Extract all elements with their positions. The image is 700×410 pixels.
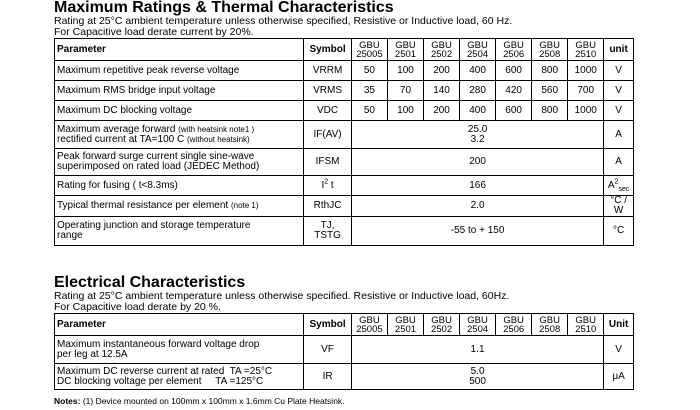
footnote: Notes: (1) Device mounted on 100mm x 100mm x 1.6mm Cu Plate Heatsink. (54, 396, 345, 406)
symbol-cell: IFSM (304, 149, 352, 176)
param-cell: Maximum repetitive peak reverse voltage (55, 61, 304, 81)
value-cell: 100 (387, 101, 423, 121)
symbol-cell: VRMS (304, 81, 352, 101)
value-cell: 560 (532, 81, 568, 101)
param-cell: Maximum DC blocking voltage (55, 101, 304, 121)
value-cell: 140 (424, 81, 460, 101)
table-row (55, 101, 634, 121)
symbol-cell: IR (304, 364, 352, 390)
header-device: GBU 2501 (387, 39, 423, 61)
symbol-cell: RthJC (304, 196, 352, 217)
value-cell: 200 (424, 61, 460, 81)
value-cell: -55 to + 150 (351, 217, 603, 246)
value-cell: 600 (496, 61, 532, 81)
unit-cell: °C / W (604, 196, 634, 217)
header-device: GBU 2510 (568, 314, 604, 336)
param-cell: Maximum average forward (with heatsink note1 ) rectified current at TA=100 C (without heatsink) (55, 121, 304, 149)
param-cell: Maximum instantaneous forward voltage drop per leg at 12.5A (55, 336, 304, 364)
header-parameter: Parameter (55, 39, 304, 61)
table-row (55, 336, 634, 364)
param-cell: Typical thermal resistance per element (note 1) (55, 196, 304, 217)
unit-cell: V (604, 336, 634, 364)
section-electrical (54, 275, 509, 313)
value-cell: 400 (460, 101, 496, 121)
value-cell: 1000 (568, 101, 604, 121)
value-cell: 100 (387, 61, 423, 81)
header-symbol: Symbol (304, 39, 352, 61)
unit-cell: V (604, 81, 634, 101)
value-cell: 25.0 3.2 (351, 121, 603, 149)
value-cell: 50 (351, 101, 387, 121)
symbol-cell: TJ, TSTG (304, 217, 352, 246)
value-cell: 200 (351, 149, 603, 176)
unit-cell: A (604, 149, 634, 176)
value-cell: 700 (568, 81, 604, 101)
header-device: GBU 2508 (532, 39, 568, 61)
value-cell: 70 (387, 81, 423, 101)
unit-cell: V (604, 101, 634, 121)
table-row (55, 149, 634, 176)
value-cell: 800 (532, 101, 568, 121)
section-max-ratings (54, 0, 512, 38)
header-device: GBU 2504 (460, 314, 496, 336)
param-cell: Maximum DC reverse current at rated TA =25°C DC blocking voltage per element TA =125°C (55, 364, 304, 390)
table-header-row (55, 314, 634, 336)
section-title: Maximum Ratings & Thermal Characteristics (54, 0, 394, 16)
table-row (55, 217, 634, 246)
header-device: GBU 2502 (424, 314, 460, 336)
table-header-row (55, 39, 634, 61)
unit-cell: A (604, 121, 634, 149)
section-title: Electrical Characteristics (54, 274, 246, 291)
header-unit: unit (604, 39, 634, 61)
value-cell: 200 (424, 101, 460, 121)
electrical-table (54, 313, 634, 390)
value-cell: 1.1 (351, 336, 603, 364)
header-device: GBU 25005 (351, 39, 387, 61)
value-cell: 420 (496, 81, 532, 101)
table-row (55, 61, 634, 81)
table-row (55, 364, 634, 390)
param-cell: Maximum RMS bridge input voltage (55, 81, 304, 101)
header-device: GBU 2501 (387, 314, 423, 336)
table-row (55, 81, 634, 101)
table-row (55, 121, 634, 149)
value-cell: 600 (496, 101, 532, 121)
unit-cell: °C (604, 217, 634, 246)
symbol-cell: $I^2$ t (304, 176, 352, 196)
header-device: GBU 2508 (532, 314, 568, 336)
value-cell: 50 (351, 61, 387, 81)
section-note: Rating at 25°C ambient temperature unless otherwise specified, Resistive or Inductive load, 60 Hz. (54, 15, 513, 27)
param-cell: Rating for fusing ( t<8.3ms) (55, 176, 304, 196)
value-cell: 166 (351, 176, 603, 196)
header-unit: Unit (604, 314, 634, 336)
header-device: GBU 2504 (460, 39, 496, 61)
symbol-cell: VF (304, 336, 352, 364)
value-cell: 400 (460, 61, 496, 81)
max-ratings-table (54, 38, 634, 246)
symbol-cell: VDC (304, 101, 352, 121)
value-cell: 280 (460, 81, 496, 101)
header-device: GBU 2506 (496, 39, 532, 61)
value-cell: 35 (351, 81, 387, 101)
unit-cell: μA (604, 364, 634, 390)
table-row (55, 176, 634, 196)
value-cell: 1000 (568, 61, 604, 81)
symbol-cell: IF(AV) (304, 121, 352, 149)
unit-cell: V (604, 61, 634, 81)
value-cell: 5.0 500 (351, 364, 603, 390)
header-symbol: Symbol (304, 314, 352, 336)
symbol-cell: VRRM (304, 61, 352, 81)
header-parameter: Parameter (55, 314, 304, 336)
header-device: GBU 2506 (496, 314, 532, 336)
table-row (55, 196, 634, 217)
value-cell: 2.0 (351, 196, 603, 217)
section-note: Rating at 25°C ambient temperature unless otherwise specified. Resistive or Inductive load, 60Hz. (54, 290, 510, 302)
param-cell: Peak forward surge current single sine-wave superimposed on rated load (JEDEC Method) (55, 149, 304, 176)
value-cell: 800 (532, 61, 568, 81)
header-device: GBU 2510 (568, 39, 604, 61)
param-cell: Operating junction and storage temperature range (55, 217, 304, 246)
section-note: For Capacitive load derate by 20 %. (54, 301, 221, 313)
unit-cell: $A^2_{sec}$ (604, 176, 634, 196)
section-note: For Capacitive load derate current by 20%. (54, 26, 254, 38)
header-device: GBU 25005 (351, 314, 387, 336)
header-device: GBU 2502 (424, 39, 460, 61)
